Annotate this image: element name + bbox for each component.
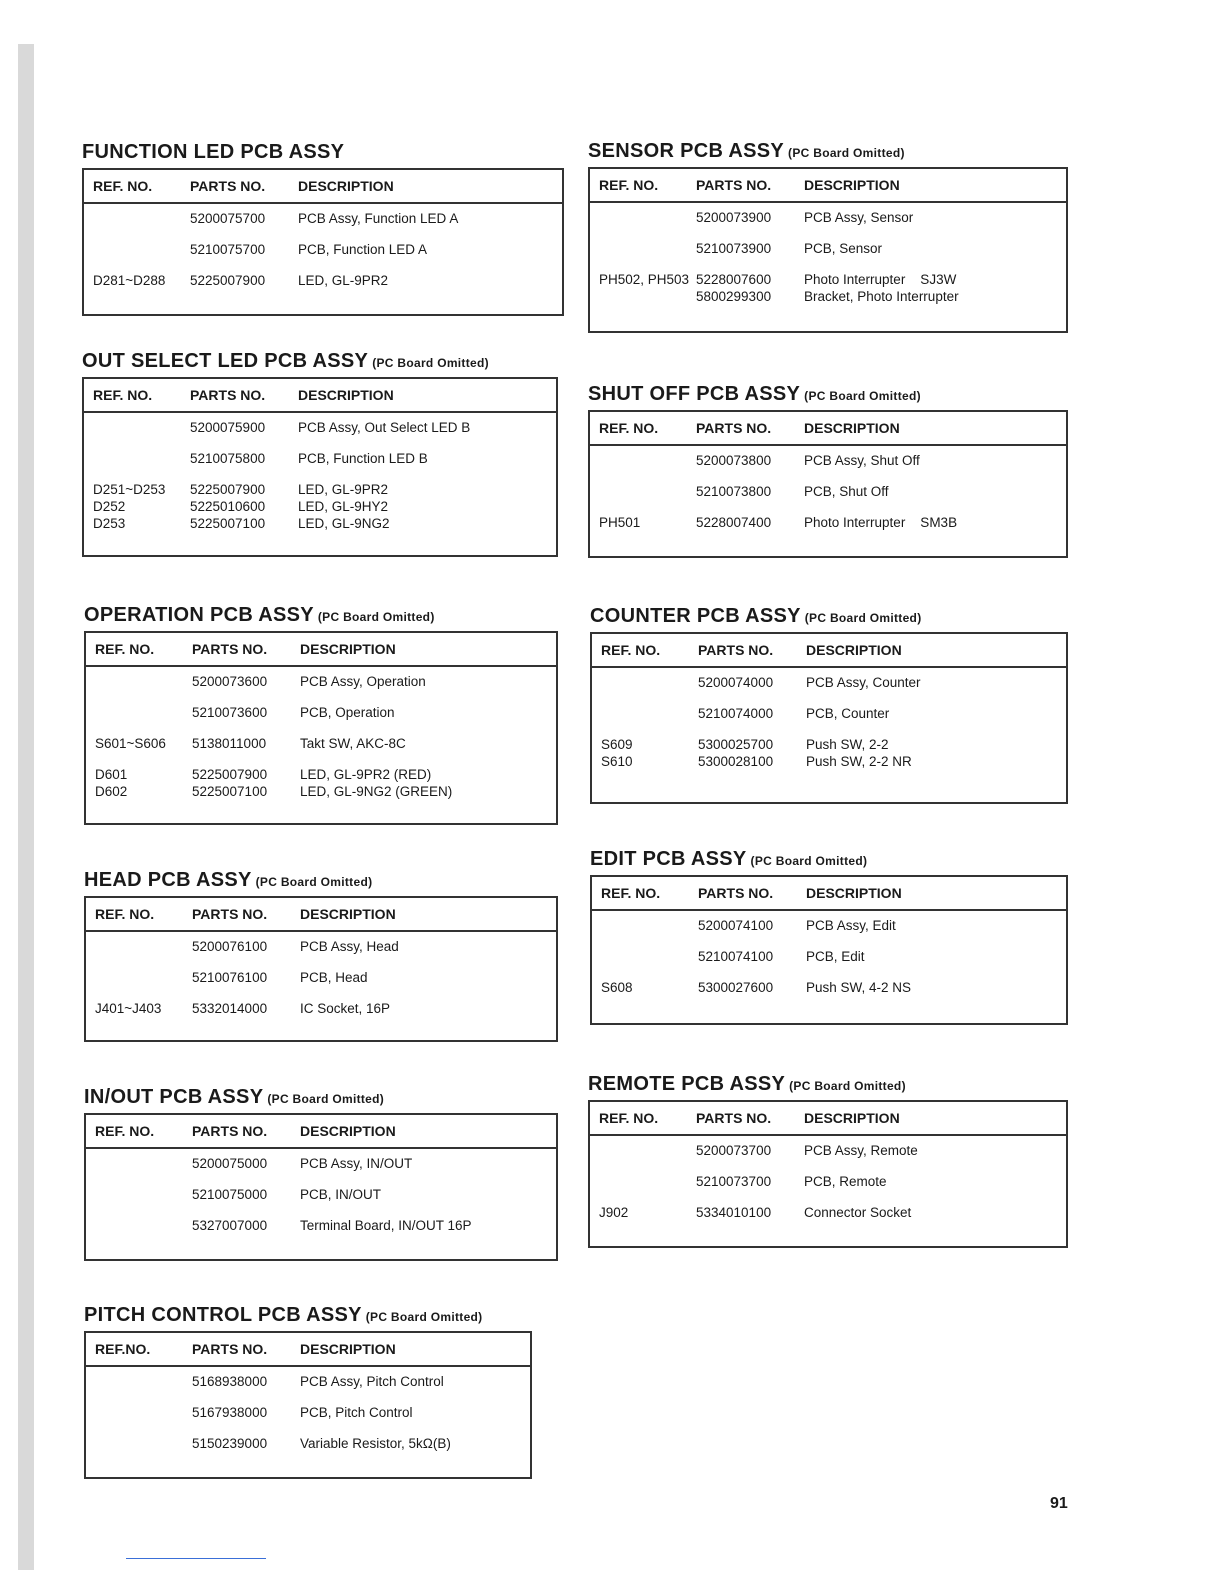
section-title: IN/OUT PCB ASSY (PC Board Omitted) <box>84 1086 385 1108</box>
scan-edge-shadow <box>18 44 34 1570</box>
parts-table <box>590 875 1068 1025</box>
header-description: DESCRIPTION <box>300 1123 396 1139</box>
sensor-section <box>588 139 1068 333</box>
function-led-section <box>82 140 564 316</box>
table-row: 5210073900 PCB, Sensor <box>696 241 883 256</box>
table-row: 5210073800 PCB, Shut Off <box>696 484 889 499</box>
table-row: PH501 5228007400 Photo Interrupter SM3B <box>599 515 958 530</box>
table-row: 5150239000 Variable Resistor, 5kΩ(B) <box>192 1436 451 1451</box>
header-ref-no: REF. NO. <box>599 1110 659 1126</box>
table-row: 5800299300 Bracket, Photo Interrupter <box>696 289 959 304</box>
section-title: OPERATION PCB ASSY (PC Board Omitted) <box>84 604 435 626</box>
table-row: 5200075000 PCB Assy, IN/OUT <box>192 1156 413 1171</box>
table-header <box>590 169 1066 203</box>
header-ref-no: REF. NO. <box>93 178 153 194</box>
parts-table <box>82 168 564 316</box>
table-row: 5210074000 PCB, Counter <box>698 706 890 721</box>
table-row: 5210075800 PCB, Function LED B <box>190 451 428 466</box>
header-description: DESCRIPTION <box>804 177 900 193</box>
header-description: DESCRIPTION <box>804 1110 900 1126</box>
section-title: PITCH CONTROL PCB ASSY (PC Board Omitted) <box>84 1304 483 1326</box>
table-row: 5210075000 PCB, IN/OUT <box>192 1187 382 1202</box>
table-row: J401~J403 5332014000 IC Socket, 16P <box>95 1001 391 1016</box>
table-row: D601 5225007900 LED, GL-9PR2 (RED) <box>95 767 432 782</box>
parts-table <box>590 632 1068 804</box>
header-ref-no: REF.NO. <box>95 1341 151 1357</box>
head-section <box>84 868 558 1042</box>
section-title: SENSOR PCB ASSY (PC Board Omitted) <box>588 140 905 162</box>
header-parts-no: PARTS NO. <box>696 177 772 193</box>
header-ref-no: REF. NO. <box>95 906 155 922</box>
header-description: DESCRIPTION <box>806 885 902 901</box>
header-ref-no: REF. NO. <box>601 642 661 658</box>
table-row: 5200073800 PCB Assy, Shut Off <box>696 453 920 468</box>
table-row: 5168938000 PCB Assy, Pitch Control <box>192 1374 444 1389</box>
table-header <box>84 170 562 204</box>
header-parts-no: PARTS NO. <box>192 641 268 657</box>
header-description: DESCRIPTION <box>298 387 394 403</box>
header-description: DESCRIPTION <box>300 1341 396 1357</box>
header-parts-no: PARTS NO. <box>192 1123 268 1139</box>
header-parts-no: PARTS NO. <box>696 420 772 436</box>
out-select-led-section <box>82 349 558 557</box>
table-header <box>84 379 556 413</box>
table-row: S608 5300027600 Push SW, 4-2 NS <box>601 980 912 995</box>
table-header <box>86 898 556 932</box>
table-row: PH502, PH503 5228007600 Photo Interrupter SJ3W <box>599 272 957 287</box>
header-parts-no: PARTS NO. <box>190 387 266 403</box>
parts-table <box>84 1331 532 1479</box>
table-row: 5210074100 PCB, Edit <box>698 949 865 964</box>
header-parts-no: PARTS NO. <box>696 1110 772 1126</box>
section-title: OUT SELECT LED PCB ASSY (PC Board Omitted) <box>82 350 489 372</box>
table-row: S609 5300025700 Push SW, 2-2 <box>601 737 889 752</box>
header-parts-no: PARTS NO. <box>698 885 774 901</box>
header-ref-no: REF. NO. <box>93 387 153 403</box>
header-ref-no: REF. NO. <box>599 420 659 436</box>
table-row: 5200075900 PCB Assy, Out Select LED B <box>190 420 471 435</box>
parts-table <box>84 1113 558 1261</box>
table-header <box>86 633 556 667</box>
section-title: COUNTER PCB ASSY (PC Board Omitted) <box>590 605 922 627</box>
table-row: D253 5225007100 LED, GL-9NG2 <box>93 516 390 531</box>
parts-table <box>84 896 558 1042</box>
table-row: S610 5300028100 Push SW, 2-2 NR <box>601 754 912 769</box>
table-row: 5200073900 PCB Assy, Sensor <box>696 210 914 225</box>
inout-section <box>84 1085 558 1261</box>
table-row: 5210075700 PCB, Function LED A <box>190 242 428 257</box>
parts-table <box>588 1100 1068 1248</box>
operation-section <box>84 603 558 825</box>
remote-section <box>588 1072 1068 1248</box>
pitch-control-section <box>84 1303 532 1479</box>
section-title: HEAD PCB ASSY (PC Board Omitted) <box>84 869 373 891</box>
header-ref-no: REF. NO. <box>601 885 661 901</box>
table-row: D602 5225007100 LED, GL-9NG2 (GREEN) <box>95 784 453 799</box>
table-row: D251~D253 5225007900 LED, GL-9PR2 <box>93 482 389 497</box>
section-title: EDIT PCB ASSY (PC Board Omitted) <box>590 848 868 870</box>
table-row: 5167938000 PCB, Pitch Control <box>192 1405 413 1420</box>
header-ref-no: REF. NO. <box>95 641 155 657</box>
header-parts-no: PARTS NO. <box>698 642 774 658</box>
header-parts-no: PARTS NO. <box>190 178 266 194</box>
table-row: D281~D288 5225007900 LED, GL-9PR2 <box>93 273 389 288</box>
header-ref-no: REF. NO. <box>95 1123 155 1139</box>
page-number: 91 <box>1050 1495 1068 1512</box>
table-row: 5200073600 PCB Assy, Operation <box>192 674 426 689</box>
section-title: FUNCTION LED PCB ASSY <box>82 141 345 163</box>
table-row: 5200074100 PCB Assy, Edit <box>698 918 896 933</box>
header-parts-no: PARTS NO. <box>192 906 268 922</box>
header-description: DESCRIPTION <box>300 641 396 657</box>
shut-off-section <box>588 382 1068 558</box>
table-row: 5210073600 PCB, Operation <box>192 705 395 720</box>
table-row: 5200075700 PCB Assy, Function LED A <box>190 211 459 226</box>
table-row: 5210076100 PCB, Head <box>192 970 368 985</box>
header-ref-no: REF. NO. <box>599 177 659 193</box>
table-row: 5200073700 PCB Assy, Remote <box>696 1143 918 1158</box>
table-row: S601~S606 5138011000 Takt SW, AKC-8C <box>95 736 406 751</box>
edit-section <box>590 847 1068 1025</box>
table-row: 5210073700 PCB, Remote <box>696 1174 887 1189</box>
header-parts-no: PARTS NO. <box>192 1341 268 1357</box>
table-header <box>592 877 1066 911</box>
table-header <box>86 1333 530 1367</box>
table-header <box>590 1102 1066 1136</box>
header-description: DESCRIPTION <box>300 906 396 922</box>
table-header <box>592 634 1066 668</box>
header-description: DESCRIPTION <box>298 178 394 194</box>
table-row: J902 5334010100 Connector Socket <box>599 1205 912 1220</box>
table-row: 5200074000 PCB Assy, Counter <box>698 675 921 690</box>
table-row: D252 5225010600 LED, GL-9HY2 <box>93 499 389 514</box>
table-header <box>86 1115 556 1149</box>
header-description: DESCRIPTION <box>806 642 902 658</box>
section-title: REMOTE PCB ASSY (PC Board Omitted) <box>588 1073 906 1095</box>
header-description: DESCRIPTION <box>804 420 900 436</box>
parts-table <box>84 631 558 825</box>
link-underline <box>126 1558 266 1559</box>
parts-table <box>588 167 1068 333</box>
table-row: 5327007000 Terminal Board, IN/OUT 16P <box>192 1218 472 1233</box>
parts-table <box>588 410 1068 558</box>
table-row: 5200076100 PCB Assy, Head <box>192 939 399 954</box>
parts-table <box>82 377 558 557</box>
table-header <box>590 412 1066 446</box>
section-title: SHUT OFF PCB ASSY (PC Board Omitted) <box>588 383 921 405</box>
counter-section <box>590 604 1068 804</box>
